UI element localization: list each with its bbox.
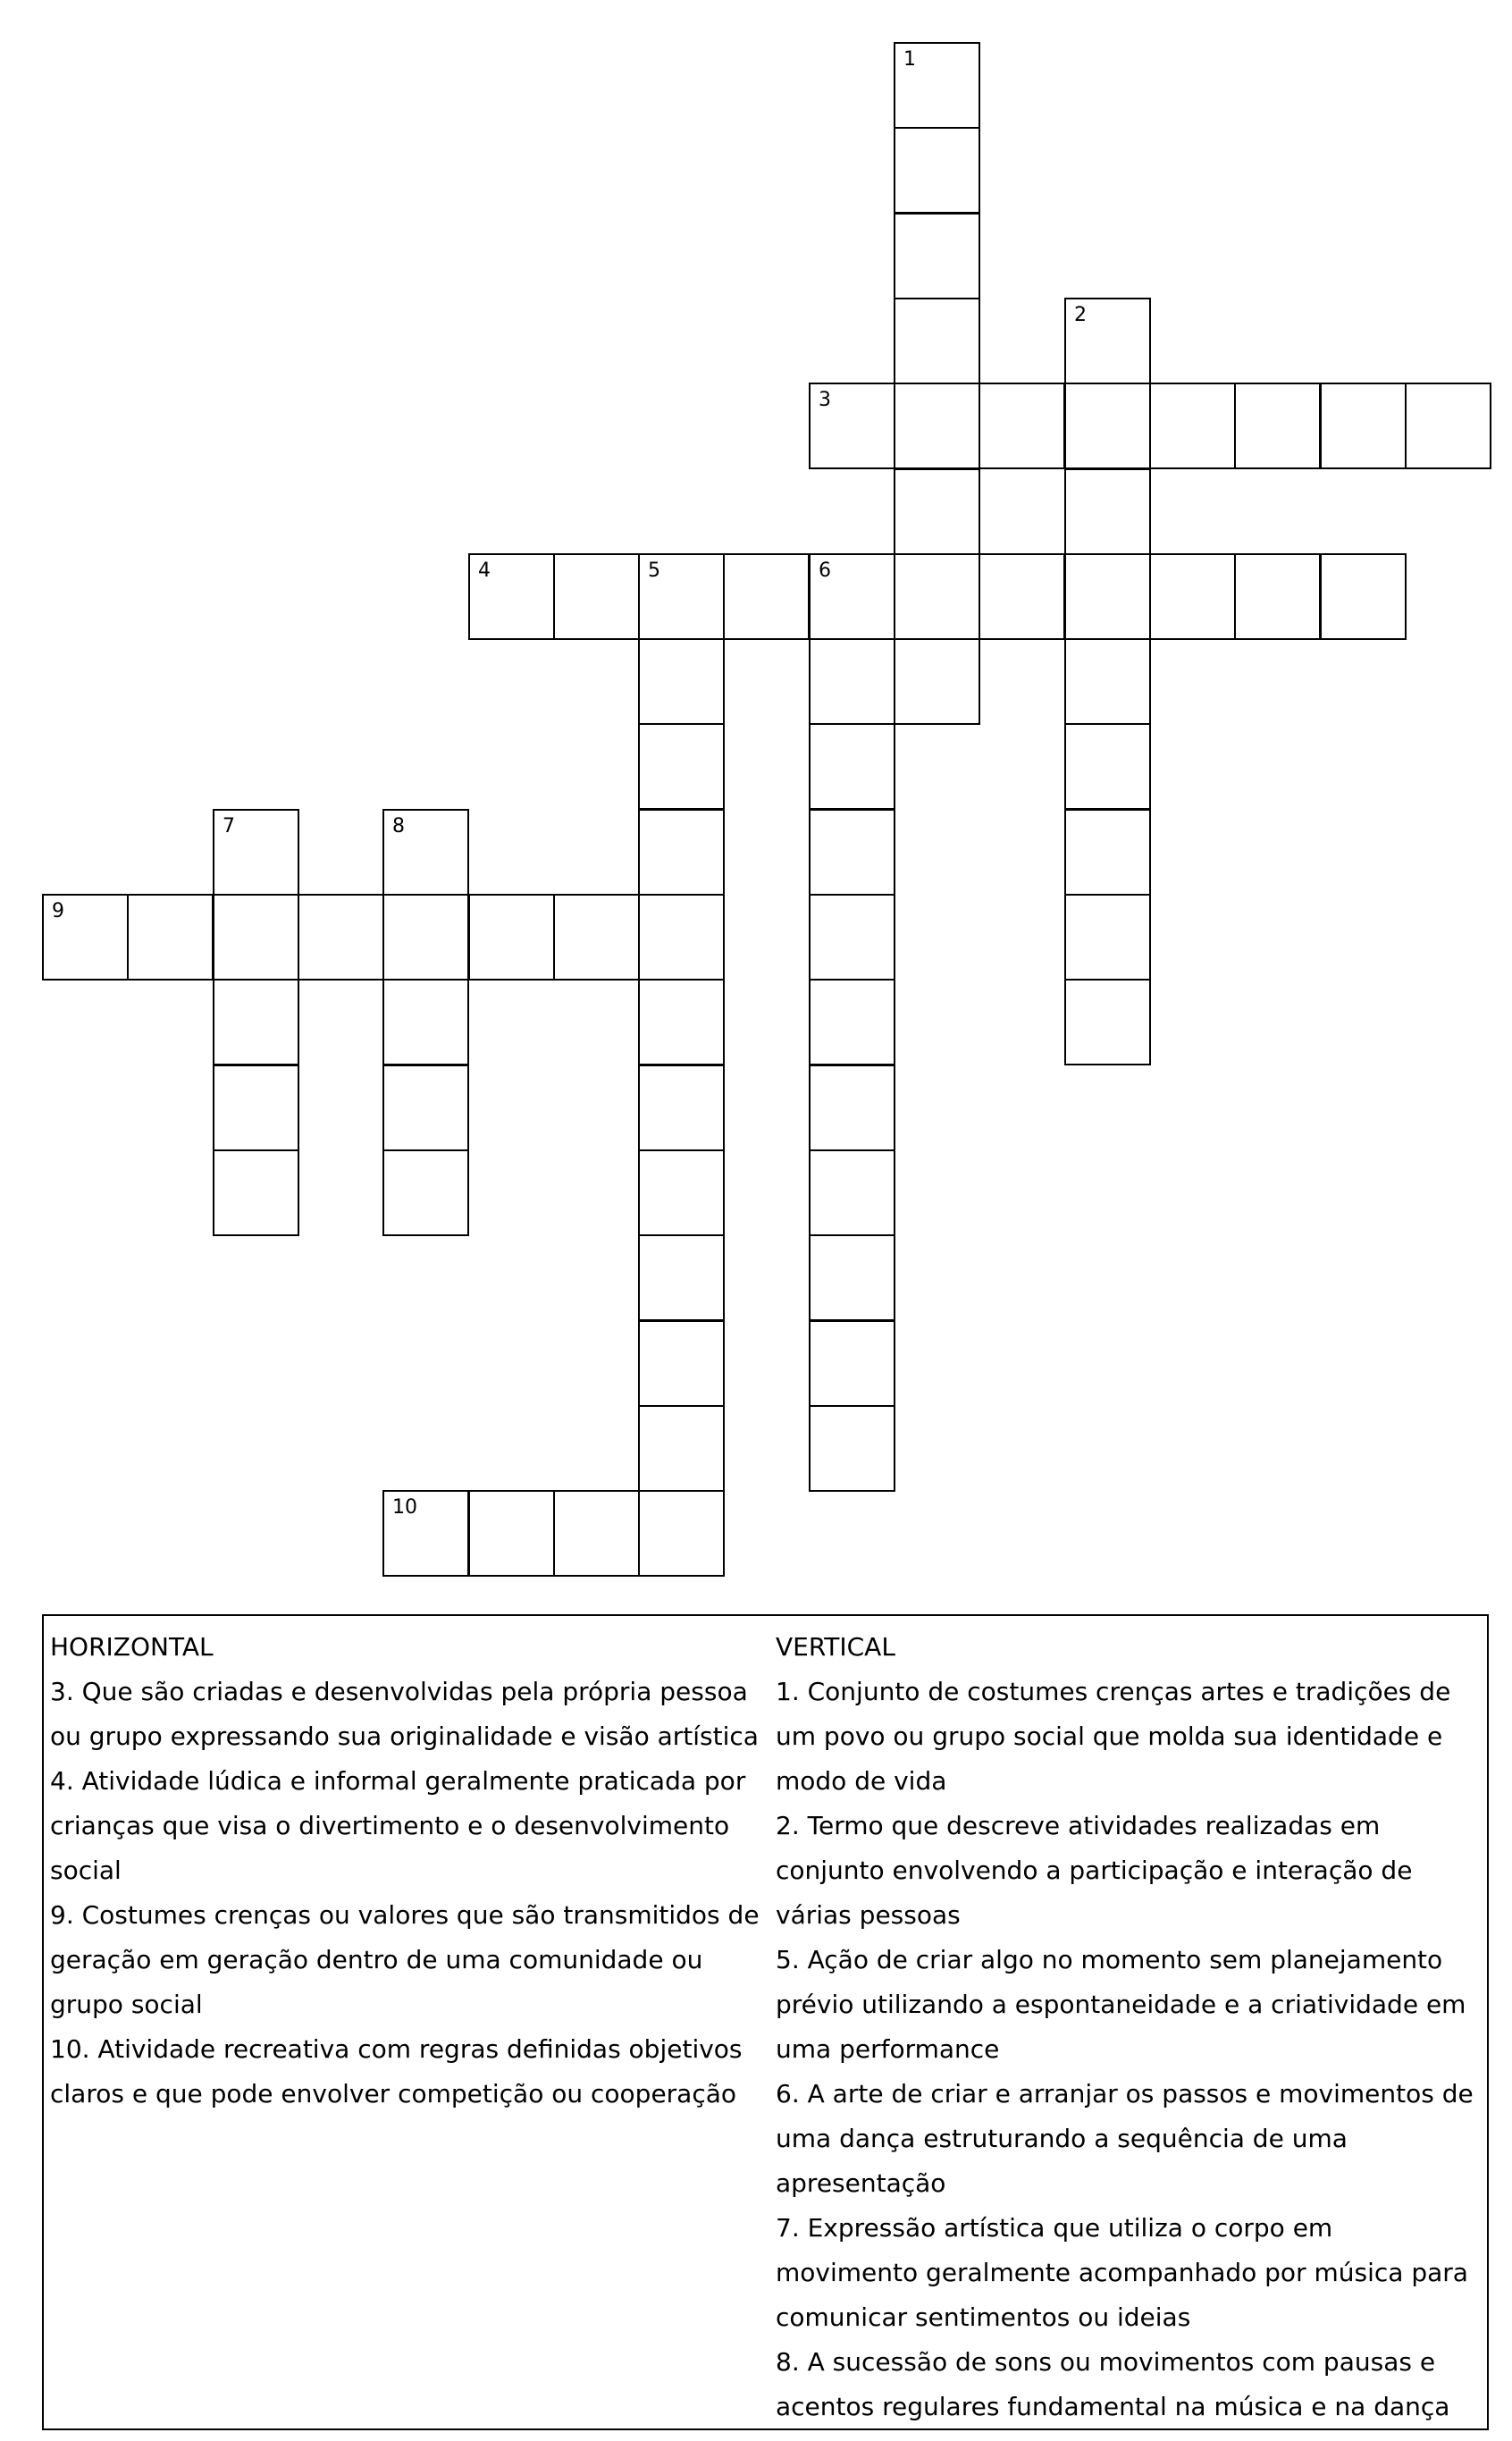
grid-cell[interactable] xyxy=(468,894,555,981)
clue-number: 9 xyxy=(52,900,64,922)
grid-cell[interactable] xyxy=(1064,553,1151,640)
grid-cell[interactable] xyxy=(638,1234,725,1321)
grid-cell[interactable] xyxy=(1149,383,1236,469)
grid-cell[interactable] xyxy=(468,1490,555,1577)
grid-cell[interactable] xyxy=(894,42,980,129)
clue-number: 8 xyxy=(392,815,405,838)
clue-number: 1 xyxy=(903,48,916,71)
grid-cell[interactable] xyxy=(298,894,384,981)
grid-cell[interactable] xyxy=(553,553,640,640)
grid-cell[interactable] xyxy=(553,1490,640,1577)
grid-cell[interactable] xyxy=(1234,383,1321,469)
grid-cell[interactable] xyxy=(1064,894,1151,981)
vertical-clue-5: 5. Ação de criar algo no momento sem planejamento prévio utilizando a espontaneidade e a criatividade em uma performance xyxy=(776,1945,1466,2064)
grid-cell[interactable] xyxy=(382,1065,469,1151)
grid-cell[interactable] xyxy=(638,1405,725,1492)
grid-cell[interactable] xyxy=(1064,298,1151,384)
grid-cell[interactable] xyxy=(1064,723,1151,810)
grid-cell[interactable] xyxy=(638,1065,725,1151)
clue-number: 5 xyxy=(648,560,660,582)
grid-cell[interactable] xyxy=(638,979,725,1065)
grid-cell[interactable] xyxy=(1064,468,1151,555)
grid-cell[interactable] xyxy=(638,1320,725,1407)
horizontal-clue-10: 10. Atividade recreativa com regras definidas objetivos claros e que pode envolver competição ou cooperação xyxy=(50,2034,743,2109)
clue-box xyxy=(42,1614,1489,2430)
grid-cell[interactable] xyxy=(42,894,129,981)
grid-cell[interactable] xyxy=(1064,383,1151,469)
grid-cell[interactable] xyxy=(382,979,469,1065)
horizontal-clues-column xyxy=(50,1625,760,2117)
grid-cell[interactable] xyxy=(979,383,1065,469)
grid-cell[interactable] xyxy=(1064,809,1151,896)
grid-cell[interactable] xyxy=(382,1149,469,1236)
grid-cell[interactable] xyxy=(382,1490,469,1577)
grid-cell[interactable] xyxy=(809,979,895,1065)
clue-number: 10 xyxy=(392,1496,417,1519)
grid-cell[interactable] xyxy=(723,553,810,640)
grid-cell[interactable] xyxy=(809,723,895,810)
grid-cell[interactable] xyxy=(553,894,640,981)
grid-cell[interactable] xyxy=(1149,553,1236,640)
clue-number: 7 xyxy=(223,815,235,838)
grid-cell[interactable] xyxy=(1234,553,1321,640)
vertical-clue-7: 7. Expressão artística que utiliza o corpo em movimento geralmente acompanhado por música para comunicar sentimentos ou ideias xyxy=(776,2213,1468,2332)
clue-number: 3 xyxy=(819,389,831,411)
grid-cell[interactable] xyxy=(213,1065,299,1151)
grid-cell[interactable] xyxy=(1320,383,1407,469)
grid-cell[interactable] xyxy=(1064,638,1151,725)
grid-cell[interactable] xyxy=(809,894,895,981)
grid-cell[interactable] xyxy=(809,1320,895,1407)
grid-cell[interactable] xyxy=(213,894,299,981)
vertical-clues-title: VERTICAL xyxy=(776,1632,895,1662)
grid-cell[interactable] xyxy=(638,723,725,810)
vertical-clue-2: 2. Termo que descreve atividades realizadas em conjunto envolvendo a participação e interação de várias pessoas xyxy=(776,1811,1413,1930)
grid-cell[interactable] xyxy=(809,553,895,640)
horizontal-clue-9: 9. Costumes crenças ou valores que são transmitidos de geração em geração dentro de uma comunidade ou grupo social xyxy=(50,1900,760,2019)
vertical-clues-column xyxy=(776,1625,1482,2429)
grid-cell[interactable] xyxy=(809,638,895,725)
grid-cell[interactable] xyxy=(894,468,980,555)
grid-cell[interactable] xyxy=(468,553,555,640)
grid-cell[interactable] xyxy=(809,1234,895,1321)
grid-cell[interactable] xyxy=(809,1405,895,1492)
grid-cell[interactable] xyxy=(1405,383,1491,469)
grid-cell[interactable] xyxy=(809,1149,895,1236)
grid-cell[interactable] xyxy=(894,553,980,640)
clue-number: 4 xyxy=(478,560,491,582)
grid-cell[interactable] xyxy=(894,638,980,725)
grid-cell[interactable] xyxy=(979,553,1065,640)
grid-cell[interactable] xyxy=(638,809,725,896)
horizontal-clues-title: HORIZONTAL xyxy=(50,1632,214,1662)
vertical-clue-6: 6. A arte de criar e arranjar os passos e movimentos de uma dança estruturando a sequência de uma apresentação xyxy=(776,2079,1474,2198)
grid-cell[interactable] xyxy=(894,127,980,214)
grid-cell[interactable] xyxy=(894,298,980,384)
grid-cell[interactable] xyxy=(894,213,980,299)
grid-cell[interactable] xyxy=(638,894,725,981)
grid-cell[interactable] xyxy=(809,383,895,469)
grid-cell[interactable] xyxy=(1320,553,1407,640)
grid-cell[interactable] xyxy=(127,894,214,981)
grid-cell[interactable] xyxy=(1064,979,1151,1065)
grid-cell[interactable] xyxy=(809,1065,895,1151)
grid-cell[interactable] xyxy=(638,1490,725,1577)
grid-cell[interactable] xyxy=(213,1149,299,1236)
vertical-clue-1: 1. Conjunto de costumes crenças artes e tradições de um povo ou grupo social que molda sua identidade e modo de vida xyxy=(776,1677,1451,1796)
clue-number: 6 xyxy=(819,560,831,582)
grid-cell[interactable] xyxy=(213,979,299,1065)
horizontal-clue-3: 3. Que são criadas e desenvolvidas pela própria pessoa ou grupo expressando sua originalidade e visão artística xyxy=(50,1677,759,1751)
grid-cell[interactable] xyxy=(213,809,299,896)
grid-cell[interactable] xyxy=(638,1149,725,1236)
horizontal-clue-4: 4. Atividade lúdica e informal geralmente praticada por crianças que visa o divertimento e o desenvolvimento social xyxy=(50,1766,746,1885)
grid-cell[interactable] xyxy=(638,553,725,640)
clue-number: 2 xyxy=(1074,304,1087,326)
grid-cell[interactable] xyxy=(809,809,895,896)
grid-cell[interactable] xyxy=(382,809,469,896)
grid-cell[interactable] xyxy=(638,638,725,725)
vertical-clue-8: 8. A sucessão de sons ou movimentos com pausas e acentos regulares fundamental na música e na dança xyxy=(776,2347,1450,2421)
grid-cell[interactable] xyxy=(894,383,980,469)
grid-cell[interactable] xyxy=(382,894,469,981)
